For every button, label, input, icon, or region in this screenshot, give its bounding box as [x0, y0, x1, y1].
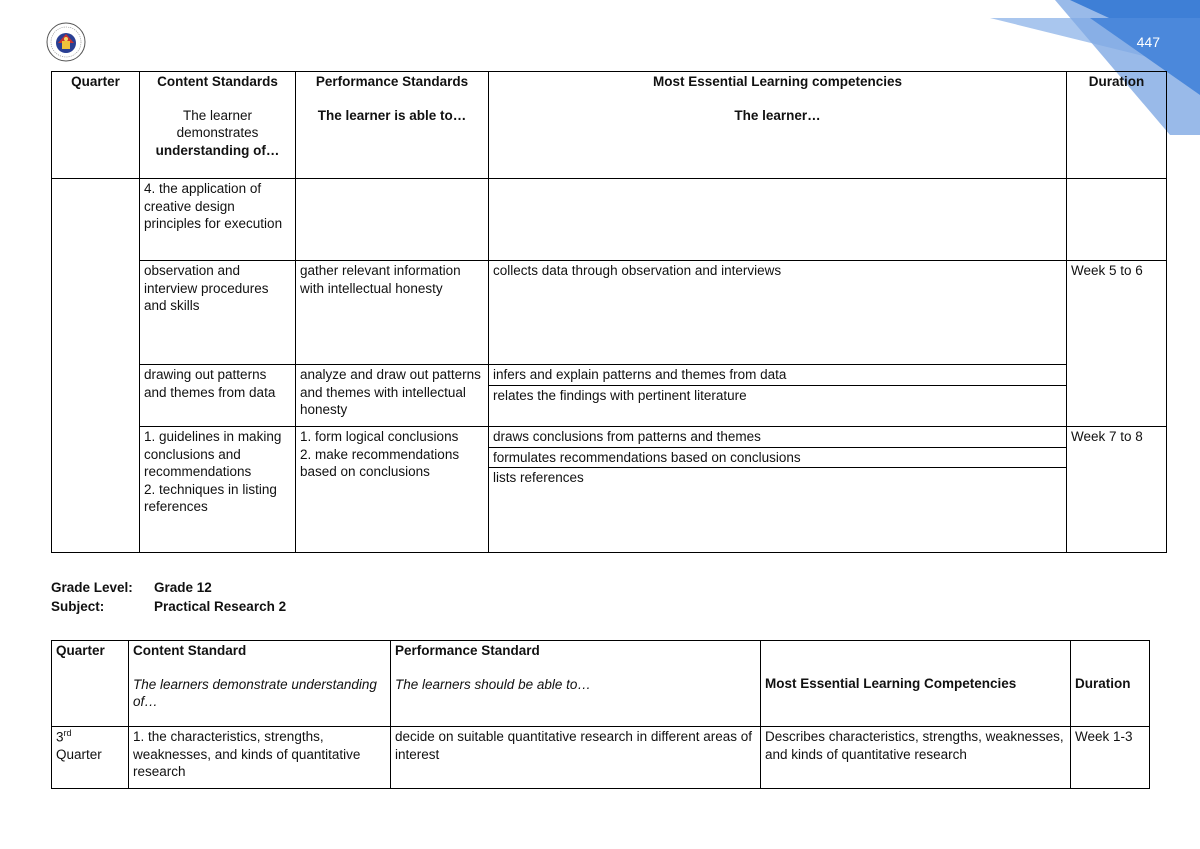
header-competencies: Most Essential Learning Competencies	[761, 641, 1071, 727]
performance-item: 1. form logical conclusions	[300, 429, 459, 444]
content-cell: 4. the application of creative design principles for execution	[140, 179, 296, 261]
header-duration: Duration	[1071, 641, 1150, 727]
content-cell: 1. the characteristics, strengths, weaknesses, and kinds of quantitative research	[129, 727, 391, 789]
competency-list	[489, 365, 1066, 405]
competency-cell	[489, 427, 1067, 553]
header-competencies-sub: The learner…	[734, 107, 821, 123]
duration-cell: Week 7 to 8	[1067, 427, 1167, 553]
performance-cell: gather relevant information with intellectual honesty	[296, 261, 489, 365]
header-content-label: Content Standard	[133, 643, 247, 658]
duration-cell: Week 5 to 6	[1067, 261, 1167, 427]
header-content-label: Content Standards	[157, 74, 278, 89]
performance-cell	[296, 427, 489, 553]
competency-cell: collects data through observation and interviews	[489, 261, 1067, 365]
performance-cell: analyze and draw out patterns and themes with intellectual honesty	[296, 365, 489, 427]
competency-item: relates the findings with pertinent literature	[493, 387, 747, 403]
content-cell	[140, 427, 296, 553]
quarter-ordinal: rd	[63, 728, 72, 738]
content-cell: drawing out patterns and themes from data	[140, 365, 296, 427]
table-header-row	[52, 72, 1167, 179]
header-performance-sub: The learners should be able to…	[395, 676, 591, 692]
table-row	[52, 727, 1150, 789]
header-quarter: Quarter	[52, 72, 140, 179]
subject-value: Practical Research 2	[154, 599, 287, 614]
competency-list	[489, 427, 1066, 488]
subject-label: Subject:	[51, 599, 105, 614]
subject-line	[51, 598, 286, 616]
header-performance-sub: The learner is able to…	[317, 107, 467, 123]
header-performance-label: Performance Standards	[315, 74, 469, 89]
grade-level-line	[51, 579, 212, 597]
header-performance-standards	[296, 72, 489, 179]
header-duration: Duration	[1067, 72, 1167, 179]
competency-item: formulates recommendations based on conclusions	[489, 447, 1066, 468]
header-performance-standard	[391, 641, 761, 727]
header-competencies-label: Most Essential Learning competencies	[652, 74, 903, 89]
performance-cell	[296, 179, 489, 261]
header-content-sub: The learners demonstrate understanding of…	[133, 676, 377, 710]
table-row	[52, 261, 1167, 365]
table-row	[52, 179, 1167, 261]
quarter-cell	[52, 179, 140, 553]
performance-item: 2. make recommendations based on conclusions	[300, 446, 460, 480]
header-content-sub-b: understanding of…	[155, 142, 280, 158]
header-content-sub-a: The learner demonstrates	[176, 107, 259, 141]
table-row	[52, 427, 1167, 553]
duration-cell: Week 1-3	[1071, 727, 1150, 789]
header-content-sub	[144, 107, 291, 160]
deped-seal-logo	[46, 22, 86, 62]
content-item: 1. guidelines in making conclusions and recommendations	[144, 429, 282, 480]
grade-level-label: Grade Level:	[51, 580, 133, 595]
competency-cell: Describes characteristics, strengths, weaknesses, and kinds of quantitative research	[761, 727, 1071, 789]
competency-cell	[489, 365, 1067, 427]
competency-item: draws conclusions from patterns and themes	[489, 427, 1066, 447]
table-row	[52, 365, 1167, 427]
table-header-row	[52, 641, 1150, 727]
practical-research-table	[51, 640, 1150, 789]
competency-item: infers and explain patterns and themes from data	[489, 365, 1066, 385]
duration-cell	[1067, 179, 1167, 261]
quarter-cell	[52, 727, 129, 789]
curriculum-table-continuation	[51, 71, 1167, 553]
quarter-word: Quarter	[56, 747, 102, 763]
quarter-number: 3	[56, 729, 64, 745]
grade-level-value: Grade 12	[154, 580, 212, 595]
page-number: 447	[1136, 34, 1160, 50]
content-item: 2. techniques in listing references	[144, 481, 277, 515]
competency-cell	[489, 179, 1067, 261]
competency-item: lists references	[493, 470, 584, 486]
header-content-standard	[129, 641, 391, 727]
content-cell: observation and interview procedures and skills	[140, 261, 296, 365]
header-content-standards	[140, 72, 296, 179]
header-performance-label: Performance Standard	[395, 643, 540, 658]
header-competencies	[489, 72, 1067, 179]
performance-cell: decide on suitable quantitative research in different areas of interest	[391, 727, 761, 789]
header-quarter: Quarter	[52, 641, 129, 727]
